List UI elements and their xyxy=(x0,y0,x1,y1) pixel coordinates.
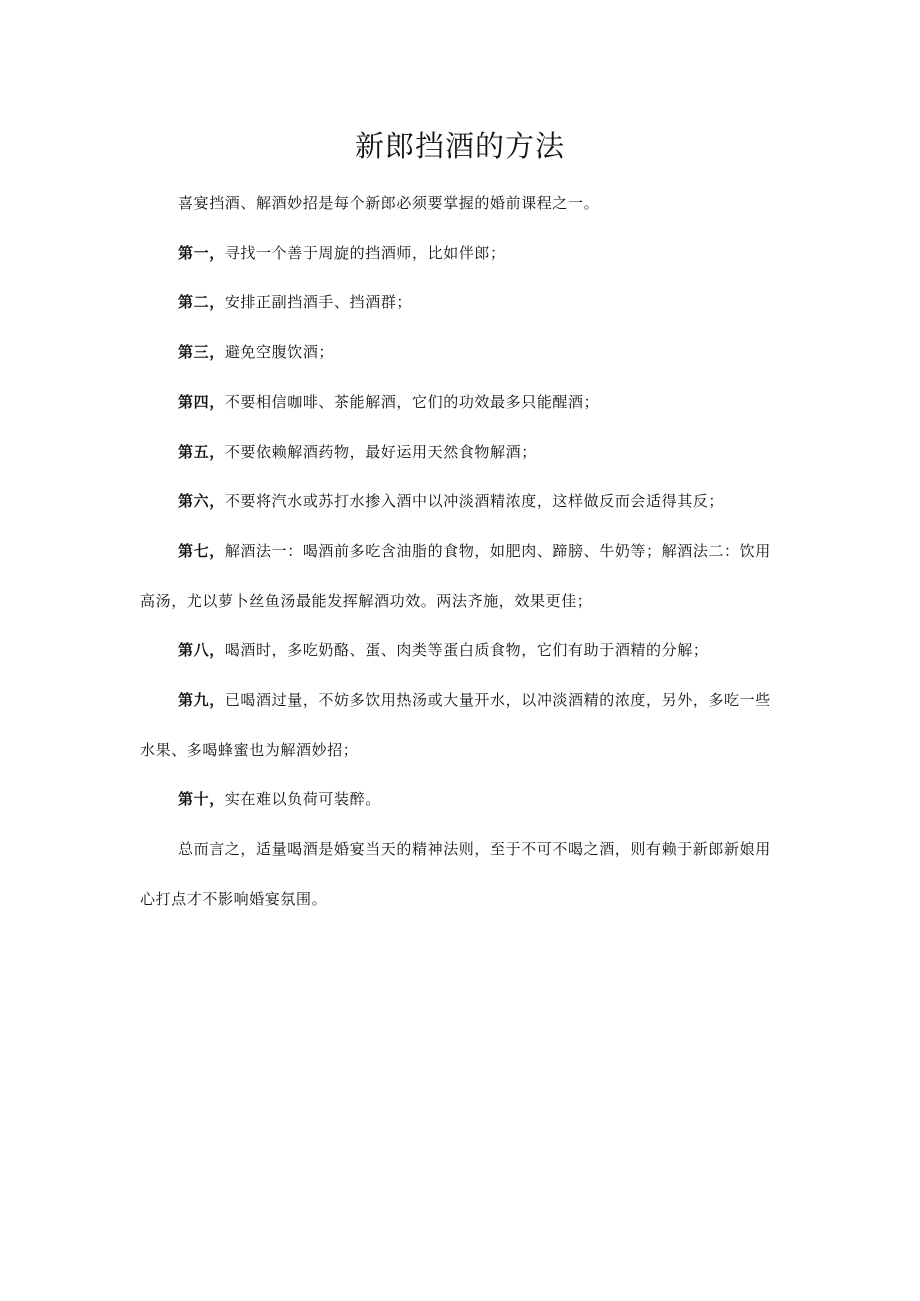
tip-lead: 第七， xyxy=(178,541,225,560)
tip-item-7 xyxy=(140,527,780,626)
tip-item-9 xyxy=(140,676,780,775)
tip-lead: 第二， xyxy=(178,293,225,312)
tip-text: 不要相信咖啡、茶能解酒，它们的功效最多只能醒酒； xyxy=(224,392,600,411)
tip-lead: 第三， xyxy=(178,343,225,362)
tip-item-5 xyxy=(140,428,780,478)
document-title: 新郎挡酒的方法 xyxy=(354,129,565,163)
tip-lead: 第五， xyxy=(178,442,225,461)
tip-lead: 第十， xyxy=(178,790,225,809)
tip-item-3 xyxy=(140,328,780,378)
tip-item-6 xyxy=(140,477,780,527)
tip-item-8 xyxy=(140,626,780,676)
tip-text: 不要将汽水或苏打水掺入酒中以冲淡酒精浓度，这样做反而会适得其反； xyxy=(224,492,725,511)
document-body xyxy=(140,179,780,925)
tip-lead: 第四， xyxy=(178,392,225,411)
tip-lead: 第九， xyxy=(178,691,225,710)
tip-text: 不要依赖解酒药物，最好运用天然食物解酒； xyxy=(224,442,537,461)
tip-item-10 xyxy=(140,775,780,825)
conclusion-paragraph: 总而言之，适量喝酒是婚宴当天的精神法则，至于不可不喝之酒，则有赖于新郎新娘用心打点才不影响婚宴氛围。 xyxy=(140,840,771,908)
tip-text: 已喝酒过量，不妨多饮用热汤或大量开水，以冲淡酒精的浓度，另外，多吃一些水果、多喝蜂蜜也为解酒妙招； xyxy=(140,691,771,759)
tip-text: 喝酒时，多吃奶酪、蛋、肉类等蛋白质食物，它们有助于酒精的分解； xyxy=(224,641,709,660)
tip-text: 避免空腹饮酒； xyxy=(224,343,335,362)
tip-text: 寻找一个善于周旋的挡酒师，比如伴郎； xyxy=(224,243,506,262)
tip-item-1 xyxy=(140,229,780,279)
intro-paragraph: 喜宴挡酒、解酒妙招是每个新郎必须要掌握的婚前课程之一。 xyxy=(178,194,600,212)
tip-lead: 第六， xyxy=(178,492,225,511)
tip-lead: 第一， xyxy=(178,243,225,262)
tip-lead: 第八， xyxy=(178,641,225,660)
tip-text: 解酒法一：喝酒前多吃含油脂的食物，如肥肉、蹄膀、牛奶等；解酒法二：饮用高汤，尤以萝卜丝鱼汤最能发挥解酒功效。两法齐施，效果更佳； xyxy=(140,541,771,610)
tip-text: 实在难以负荷可装醉。 xyxy=(224,790,381,809)
tip-text: 安排正副挡酒手、挡酒群； xyxy=(224,293,413,312)
tip-item-4 xyxy=(140,378,780,428)
tip-item-2 xyxy=(140,278,780,328)
